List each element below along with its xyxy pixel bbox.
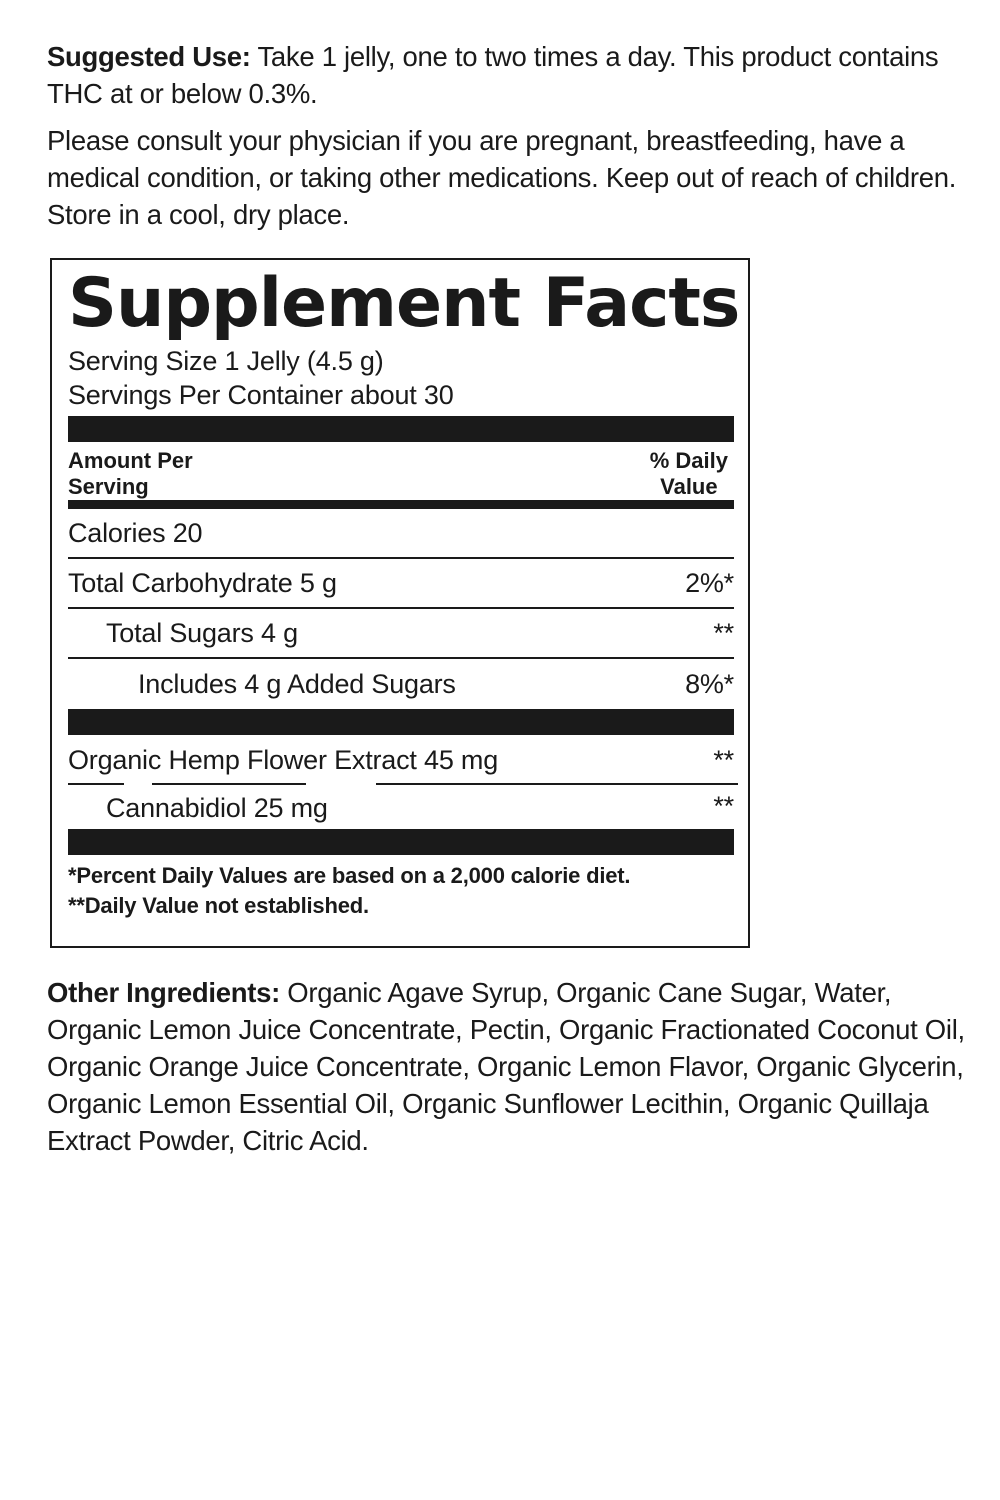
other-ingredients-label: Other Ingredients: — [47, 977, 280, 1008]
ingredient-dv: ** — [713, 791, 734, 821]
header-right-line-1: % Daily — [649, 448, 728, 473]
thick-divider — [68, 829, 734, 855]
thick-divider — [68, 709, 734, 735]
ingredient-name: Organic Hemp Flower Extract 45 mg — [68, 744, 499, 775]
daily-value-header — [650, 448, 734, 500]
header-left-line-1: Amount Per — [68, 448, 193, 473]
nutrient-row-added-sugars — [68, 659, 734, 709]
other-ingredients-text: Organic Agave Syrup, Organic Cane Sugar, Water, Organic Lemon Juice Concentrate, Pectin, Organic Fractionated Coconut Oil, Organic Orange Juice Concentrate, Organic Lemon Flavor, Organic Glycerin, Organic Lemon Essential Oil, Organic Sunflower Lecithin, Organic Quillaja Extract Powder, Citric Acid. — [47, 977, 965, 1156]
header-left-line-2: Serving — [68, 474, 149, 499]
footnote-daily-values: *Percent Daily Values are based on a 2,000 calorie diet. — [68, 863, 631, 888]
nutrient-dv: 2%* — [685, 567, 734, 598]
nutrient-row-total-carbohydrate — [68, 559, 734, 609]
servings-per-container: Servings Per Container about 30 — [68, 380, 454, 410]
nutrient-row-total-sugars — [68, 609, 734, 659]
thick-divider — [68, 416, 734, 442]
medium-divider — [68, 500, 734, 509]
directions-section — [47, 38, 972, 243]
ingredient-name: Cannabidiol 25 mg — [106, 793, 328, 823]
nutrient-dv: 8%* — [685, 668, 734, 699]
column-header — [68, 442, 734, 500]
supplement-facts-panel — [50, 258, 750, 948]
nutrient-dv: ** — [713, 617, 734, 648]
serving-size: Serving Size 1 Jelly (4.5 g) — [68, 346, 384, 376]
ingredient-dv: ** — [713, 744, 734, 775]
header-right-line-2: Value — [660, 474, 718, 499]
partial-divider — [68, 783, 734, 785]
footnote-not-established: **Daily Value not established. — [68, 893, 369, 918]
ingredient-row-cannabidiol — [68, 785, 734, 829]
nutrient-name: Total Sugars 4 g — [106, 617, 298, 648]
warning-paragraph: Please consult your physician if you are pregnant, breastfeeding, have a medical condition, or taking other medications. Keep out of reach of children. Store in a cool, dry place. — [47, 125, 957, 230]
nutrient-name: Total Carbohydrate 5 g — [68, 567, 337, 598]
facts-title: Supplement Facts — [68, 264, 740, 343]
nutrient-name: Includes 4 g Added Sugars — [138, 668, 456, 699]
suggested-use-paragraph — [47, 38, 972, 112]
suggested-use-text: Take 1 jelly, one to two times a day. This product contains THC at or below 0.3%. — [47, 41, 939, 109]
ingredient-row-hemp-extract — [68, 735, 734, 785]
amount-per-serving-header — [68, 448, 193, 500]
nutrient-row-calories — [68, 509, 734, 559]
other-ingredients — [47, 974, 972, 1159]
suggested-use-label: Suggested Use: — [47, 41, 251, 72]
nutrient-name: Calories 20 — [68, 517, 203, 548]
footnotes — [68, 855, 734, 921]
